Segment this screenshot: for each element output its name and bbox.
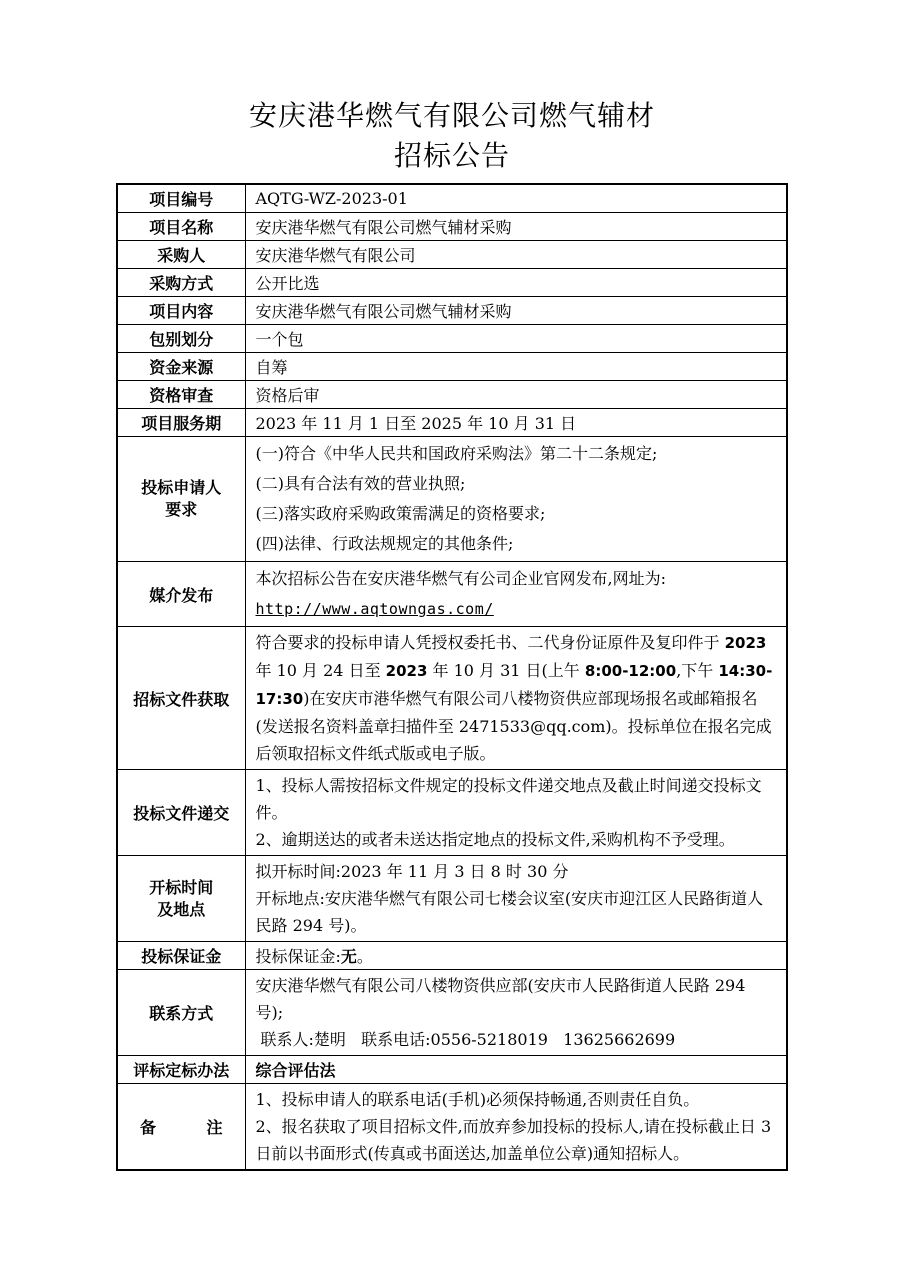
remark-item: 1、投标申请人的联系电话(手机)必须保持畅通,否则责任自负。: [255, 1090, 700, 1109]
row-value: 资格后审: [245, 381, 787, 409]
table-row-bidder-requirements: [117, 437, 787, 562]
bond-prefix: 投标保证金:: [255, 947, 341, 966]
text-segment: 年 10 月 24 日至: [255, 633, 772, 680]
remarks-label-char-2: 注: [206, 1118, 223, 1137]
row-label-line-2: 要求: [165, 500, 198, 519]
table-row-remarks: [117, 1084, 787, 1171]
row-label: 投标保证金: [117, 942, 245, 970]
remarks-label-char-1: 备: [140, 1118, 157, 1137]
row-label: 媒介发布: [117, 562, 245, 627]
bond-value: 无: [340, 947, 357, 966]
row-label: 联系方式: [117, 970, 245, 1056]
row-value: [245, 437, 787, 562]
table-row-package-division: [117, 325, 787, 353]
contact-person-phone: 联系人:楚明 联系电话:0556-5218019 13625662699: [260, 1030, 676, 1049]
row-label-line-1: 开标时间: [149, 877, 214, 897]
table-row-evaluation-method: [117, 1056, 787, 1084]
row-label: [117, 437, 245, 562]
row-label: 项目名称: [117, 213, 245, 241]
row-value: 安庆港华燃气有限公司燃气辅材采购: [245, 297, 787, 325]
requirement-item: (四)法律、行政法规规定的其他条件;: [255, 534, 514, 553]
row-label-line-2: 及地点: [157, 899, 206, 919]
row-label-line-1: 投标申请人: [141, 478, 222, 497]
table-row-bid-submission: [117, 770, 787, 856]
row-value: [245, 562, 787, 627]
row-label: 包别划分: [117, 325, 245, 353]
row-value: [245, 627, 787, 770]
submission-item: 2、逾期送达的或者未送达指定地点的投标文件,采购机构不予受理。: [255, 830, 735, 849]
submission-item: 1、投标人需按招标文件规定的投标文件递交地点及截止时间递交投标文件。: [255, 776, 762, 822]
row-label: [117, 856, 245, 942]
row-value: [245, 770, 787, 856]
remark-item: 2、报名获取了项目招标文件,而放弃参加投标的投标人,请在投标截止日 3 日前以书面形式(传真或书面送达,加盖单位公章)通知招标人。: [255, 1117, 777, 1163]
row-label: 评标定标办法: [117, 1056, 245, 1084]
row-value: 自筹: [245, 353, 787, 381]
requirement-item: (二)具有合法有效的营业执照;: [255, 474, 466, 493]
requirement-item: (三)落实政府采购政策需满足的资格要求;: [255, 504, 546, 523]
text-segment: ,下午: [676, 661, 719, 680]
title-line-2: 招标公告: [393, 139, 510, 172]
row-value: 公开比选: [245, 269, 787, 297]
table-row-service-period: [117, 409, 787, 437]
text-segment: )在安庆市港华燃气有限公司八楼物资供应部现场报名或邮箱报名(发送报名资料盖章扫描件至 2471533@qq.com)。投标单位在报名完成后领取招标文件纸式版或电子版。: [255, 689, 772, 763]
bold-time-range: 14:30-17:30: [255, 662, 773, 708]
bond-suffix: 。: [356, 947, 373, 966]
table-row-project-name: [117, 213, 787, 241]
row-label: 项目内容: [117, 297, 245, 325]
table-row-contact-info: [117, 970, 787, 1056]
table-row-procurement-method: [117, 269, 787, 297]
row-label: 采购人: [117, 241, 245, 269]
row-value: 2023 年 11 月 1 日至 2025 年 10 月 31 日: [245, 409, 787, 437]
row-label: 招标文件获取: [117, 627, 245, 770]
table-row-project-content: [117, 297, 787, 325]
tender-notice-table: [116, 183, 788, 1171]
row-value: 综合评估法: [245, 1056, 787, 1084]
row-value: 一个包: [245, 325, 787, 353]
row-value: [245, 970, 787, 1056]
bold-time-range: 8:00-12:00: [584, 662, 677, 680]
text-segment: 符合要求的投标申请人凭授权委托书、二代身份证原件及复印件于: [255, 633, 725, 652]
contact-address: 安庆港华燃气有限公司八楼物资供应部(安庆市人民路街道人民路 294 号);: [255, 976, 751, 1022]
table-row-purchaser: [117, 241, 787, 269]
title-line-1: 安庆港华燃气有限公司燃气辅材: [248, 99, 655, 132]
row-label: 资格审查: [117, 381, 245, 409]
row-label: 资金来源: [117, 353, 245, 381]
acquisition-text: [256, 629, 777, 767]
table-row-document-acquisition: [117, 627, 787, 770]
row-value: [245, 856, 787, 942]
document-title: [0, 0, 904, 176]
table-row-qualification-review: [117, 381, 787, 409]
text-segment: 年 10 月 31 日(上午: [427, 661, 585, 680]
row-value: [245, 942, 787, 970]
table-row-funding-source: [117, 353, 787, 381]
table-row-bid-opening: [117, 856, 787, 942]
table-row-media-publication: [117, 562, 787, 627]
row-value: 安庆港华燃气有限公司燃气辅材采购: [245, 213, 787, 241]
requirement-item: (一)符合《中华人民共和国政府采购法》第二十二条规定;: [255, 444, 658, 463]
bold-year: 2023: [724, 634, 767, 652]
bold-year: 2023: [385, 662, 428, 680]
row-value: [245, 1084, 787, 1171]
row-label: 采购方式: [117, 269, 245, 297]
row-value: 安庆港华燃气有限公司: [245, 241, 787, 269]
opening-location: 开标地点:安庆港华燃气有限公司七楼会议室(安庆市迎江区人民路街道人民路 294 号)。: [255, 889, 764, 935]
website-url: http://www.aqtowngas.com/: [255, 600, 494, 618]
row-label: 项目服务期: [117, 409, 245, 437]
table-row-project-number: [117, 184, 787, 213]
row-label: 项目编号: [117, 184, 245, 213]
table-row-bid-bond: [117, 942, 787, 970]
row-label: 投标文件递交: [117, 770, 245, 856]
media-text: 本次招标公告在安庆港华燃气有公司企业官网发布,网址为:: [255, 569, 666, 588]
row-value: AQTG-WZ-2023-01: [245, 184, 787, 213]
row-label: [117, 1084, 245, 1171]
opening-time: 拟开标时间:2023 年 11 月 3 日 8 时 30 分: [255, 862, 569, 881]
